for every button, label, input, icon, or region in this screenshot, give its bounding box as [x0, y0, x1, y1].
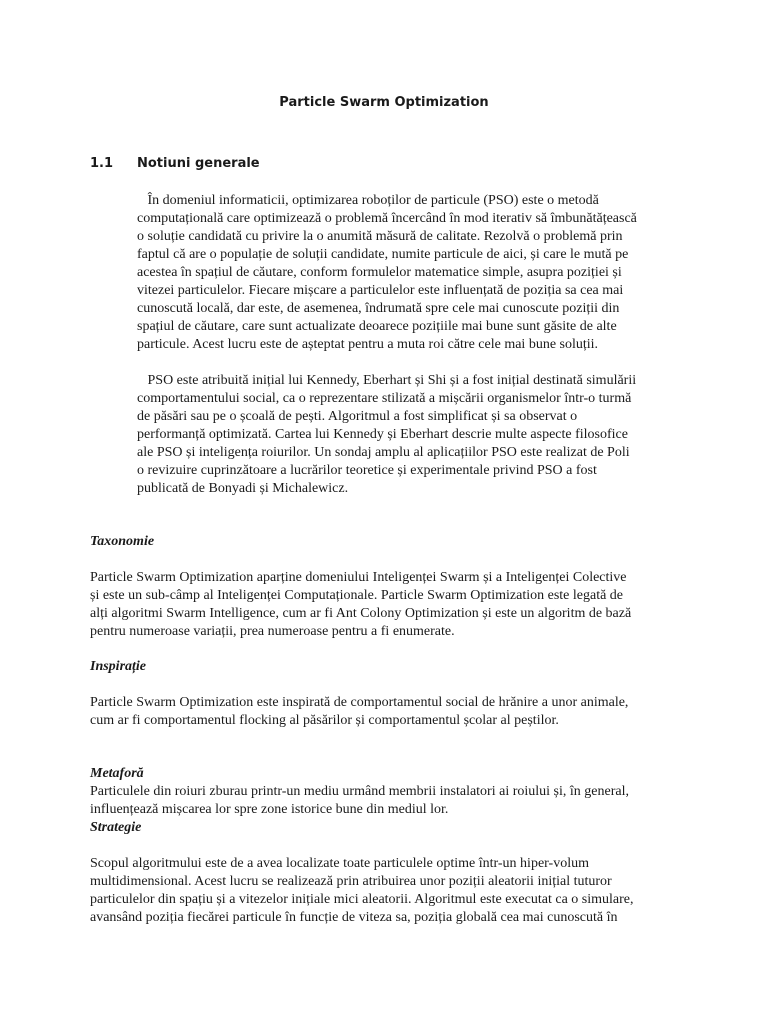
text-line: spațiul de căutare, care sunt actualizate deoarece pozițiile mai bune sunt găsite de alte — [137, 319, 617, 334]
heading-inspiratie: Inspirație — [90, 659, 147, 674]
text-line: particule. Acest lucru este de așteptat pentru a muta roi către cele mai bune soluții. — [137, 337, 599, 352]
text-line: ale PSO și inteligența roiurilor. Un sondaj amplu al aplicațiilor PSO este realizat de Poli — [137, 445, 630, 460]
paragraph-intro — [137, 192, 682, 354]
text-line: avansând poziția fiecărei particule în funcție de viteza sa, poziția globală cea mai cunoscută în — [90, 910, 618, 925]
heading-taxonomie: Taxonomie — [90, 534, 155, 549]
heading-strategie: Strategie — [90, 820, 142, 835]
text-line: o soluție candidată cu privire la o anumită măsură de calitate. Rezolvă o problemă prin — [137, 229, 623, 244]
text-line: comportamentului social, ca o reprezentare stilizată a mișcării organismelor într-o turmă — [137, 391, 632, 406]
text-line: o revizuire cuprinzătoare a lucrărilor teoretice și experimentale privind PSO a fost — [137, 463, 597, 478]
text-line: Scopul algoritmului este de a avea localizate toate particulele optime într-un hiper-volum — [90, 856, 589, 871]
text-line: și este un sub-câmp al Inteligenței Computaționale. Particle Swarm Optimization este legată de — [90, 588, 624, 603]
paragraph-strategie — [90, 855, 682, 927]
text-line: de păsări sau pe o școală de pești. Algoritmul a fost simplificat și sa observat o — [137, 409, 578, 424]
section-title: Notiuni generale — [137, 156, 260, 171]
document-title: Particle Swarm Optimization — [279, 95, 489, 110]
text-line: Particle Swarm Optimization este inspirată de comportamentul social de hrănire a unor animale, — [90, 695, 629, 710]
paragraph-history — [137, 372, 682, 498]
text-line: computațională care optimizează o problemă încercând în mod iterativ să îmbunătățească — [137, 211, 637, 226]
section-number: 1.1 — [90, 156, 114, 171]
text-line: cum ar fi comportamentul flocking al păsărilor și comportamentul școlar al peștilor. — [90, 713, 559, 728]
text-line: acestea în spațiul de căutare, conform formulelor matematice simple, asupra poziției și — [137, 265, 622, 280]
text-line: performanță optimizată. Cartea lui Kennedy și Eberhart descrie multe aspecte filosofice — [137, 427, 628, 442]
text-line: Particulele din roiuri zburau printr-un mediu urmând membrii instalatori ai roiului și, în general, — [90, 784, 629, 799]
paragraph-metafora — [90, 783, 682, 819]
text-line: Particle Swarm Optimization aparține domeniului Inteligenței Swarm și a Inteligenței Colective — [90, 570, 627, 585]
paragraph-inspiratie — [90, 694, 682, 730]
text-line: vitezei particulelor. Fiecare mișcare a particulelor este influențată de poziția sa cea mai — [137, 283, 624, 298]
text-line: În domeniul informaticii, optimizarea roboților de particule (PSO) este o metodă — [137, 193, 599, 208]
heading-metafora: Metaforă — [90, 766, 144, 781]
text-line: influențează mișcarea lor spre zone istorice bune din mediul lor. — [90, 802, 449, 817]
text-line: PSO este atribuită inițial lui Kennedy, Eberhart și Shi și a fost inițial destinată simulării — [137, 373, 637, 388]
text-line: particulelor din spațiu și a vitezelor inițiale mici aleatorii. Algoritmul este executat ca o simulare, — [90, 892, 634, 907]
text-line: faptul că are o populație de soluții candidate, numite particule de aici, și care le mută pe — [137, 247, 629, 262]
text-line: multidimensional. Acest lucru se realizează prin atribuirea unor poziții aleatorii inițial tuturor — [90, 874, 612, 889]
text-line: alți algoritmi Swarm Intelligence, cum ar fi Ant Colony Optimization și este un algoritm de bază — [90, 606, 632, 621]
text-line: publicată de Bonyadi și Michalewicz. — [137, 481, 349, 496]
text-line: pentru numeroase variații, prea numeroase pentru a fi enumerate. — [90, 624, 455, 639]
text-line: cunoscută locală, dar este, de asemenea, îndrumată spre cele mai cunoscute poziții din — [137, 301, 620, 316]
paragraph-taxonomie — [90, 569, 682, 641]
